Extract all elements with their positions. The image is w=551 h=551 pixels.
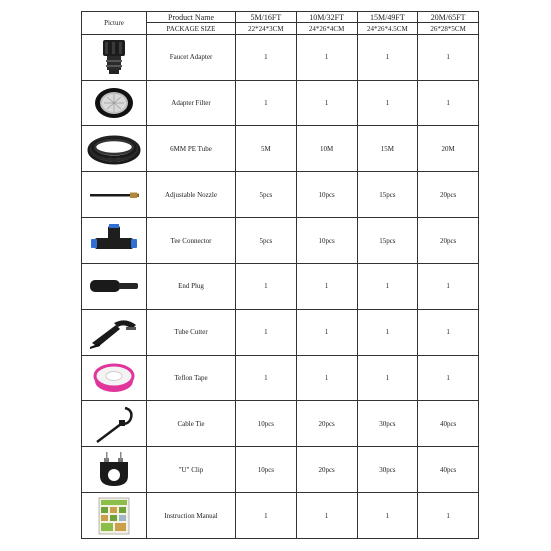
faucet-adapter-picture [82, 34, 147, 80]
row-value: 5M [236, 126, 297, 172]
table-row [82, 447, 479, 493]
row-value: 1 [418, 34, 479, 80]
package-size-20m: 26*28*5CM [418, 23, 479, 34]
adapter-filter-picture [82, 80, 147, 126]
cable-tie-picture [82, 401, 147, 447]
row-value: 10pcs [296, 218, 357, 264]
adapter-filter-icon [92, 84, 136, 122]
row-value: 1 [296, 34, 357, 80]
tube-cutter-icon [86, 313, 142, 351]
package-size-10m: 24*26*4CM [296, 23, 357, 34]
row-value: 1 [357, 263, 418, 309]
row-value: 1 [236, 493, 297, 539]
row-value: 1 [236, 34, 297, 80]
table-row [82, 401, 479, 447]
package-size-header: PACKAGE SIZE [147, 23, 236, 34]
teflon-tape-icon [91, 359, 137, 397]
row-name: Cable Tie [147, 401, 236, 447]
cable-tie-icon [91, 404, 137, 444]
teflon-tape-picture [82, 355, 147, 401]
row-value: 1 [418, 263, 479, 309]
table-row [82, 263, 479, 309]
row-value: 10M [296, 126, 357, 172]
column-header-15m: 15M/49FT [357, 12, 418, 23]
package-size-5m: 22*24*3CM [236, 23, 297, 34]
row-value: 1 [357, 309, 418, 355]
instruction-manual-picture [82, 493, 147, 539]
row-value: 5pcs [236, 218, 297, 264]
row-value: 20pcs [418, 172, 479, 218]
picture-header: Picture [82, 12, 147, 35]
row-name: Adjustable Nozzle [147, 172, 236, 218]
table-row [82, 172, 479, 218]
row-value: 1 [296, 355, 357, 401]
row-value: 30pcs [357, 447, 418, 493]
product-name-header: Product Name [147, 12, 236, 23]
row-value: 1 [296, 80, 357, 126]
row-value: 1 [418, 309, 479, 355]
row-value: 1 [236, 355, 297, 401]
tee-connector-icon [89, 222, 139, 260]
row-value: 1 [296, 309, 357, 355]
row-value: 10pcs [236, 447, 297, 493]
row-value: 40pcs [418, 447, 479, 493]
table-row [82, 80, 479, 126]
column-header-5m: 5M/16FT [236, 12, 297, 23]
pe-tube-picture [82, 126, 147, 172]
package-size-15m: 24*26*4.5CM [357, 23, 418, 34]
row-value: 1 [296, 263, 357, 309]
row-value: 15M [357, 126, 418, 172]
row-name: "U" Clip [147, 447, 236, 493]
product-spec-table [81, 11, 479, 539]
table-row [82, 218, 479, 264]
row-value: 1 [236, 80, 297, 126]
table-row [82, 355, 479, 401]
row-value: 20pcs [296, 447, 357, 493]
row-value: 20pcs [296, 401, 357, 447]
row-value: 1 [357, 493, 418, 539]
row-name: End Plug [147, 263, 236, 309]
row-name: Tee Connector [147, 218, 236, 264]
row-value: 1 [357, 34, 418, 80]
header-row [82, 12, 479, 23]
end-plug-icon [86, 274, 142, 298]
row-value: 20M [418, 126, 479, 172]
faucet-adapter-icon [94, 38, 134, 76]
row-name: 6MM PE Tube [147, 126, 236, 172]
table-row [82, 309, 479, 355]
row-name: Teflon Tape [147, 355, 236, 401]
row-value: 1 [357, 355, 418, 401]
table-row [82, 34, 479, 80]
row-value: 15pcs [357, 172, 418, 218]
row-value: 1 [418, 80, 479, 126]
end-plug-picture [82, 263, 147, 309]
row-value: 1 [418, 493, 479, 539]
u-clip-icon [94, 450, 134, 490]
row-name: Adapter Filter [147, 80, 236, 126]
nozzle-icon [86, 185, 142, 205]
instruction-manual-icon [97, 496, 131, 536]
table-row [82, 126, 479, 172]
row-name: Faucet Adapter [147, 34, 236, 80]
pe-tube-coil-icon [86, 130, 142, 168]
row-value: 1 [296, 493, 357, 539]
u-clip-picture [82, 447, 147, 493]
row-value: 30pcs [357, 401, 418, 447]
column-header-10m: 10M/32FT [296, 12, 357, 23]
row-name: Instruction Manual [147, 493, 236, 539]
row-value: 1 [236, 309, 297, 355]
row-name: Tube Cutter [147, 309, 236, 355]
row-value: 1 [357, 80, 418, 126]
row-value: 1 [236, 263, 297, 309]
row-value: 15pcs [357, 218, 418, 264]
nozzle-picture [82, 172, 147, 218]
tube-cutter-picture [82, 309, 147, 355]
column-header-20m: 20M/65FT [418, 12, 479, 23]
row-value: 20pcs [418, 218, 479, 264]
row-value: 5pcs [236, 172, 297, 218]
row-value: 10pcs [296, 172, 357, 218]
row-value: 10pcs [236, 401, 297, 447]
row-value: 40pcs [418, 401, 479, 447]
tee-connector-picture [82, 218, 147, 264]
row-value: 1 [418, 355, 479, 401]
table-row [82, 493, 479, 539]
